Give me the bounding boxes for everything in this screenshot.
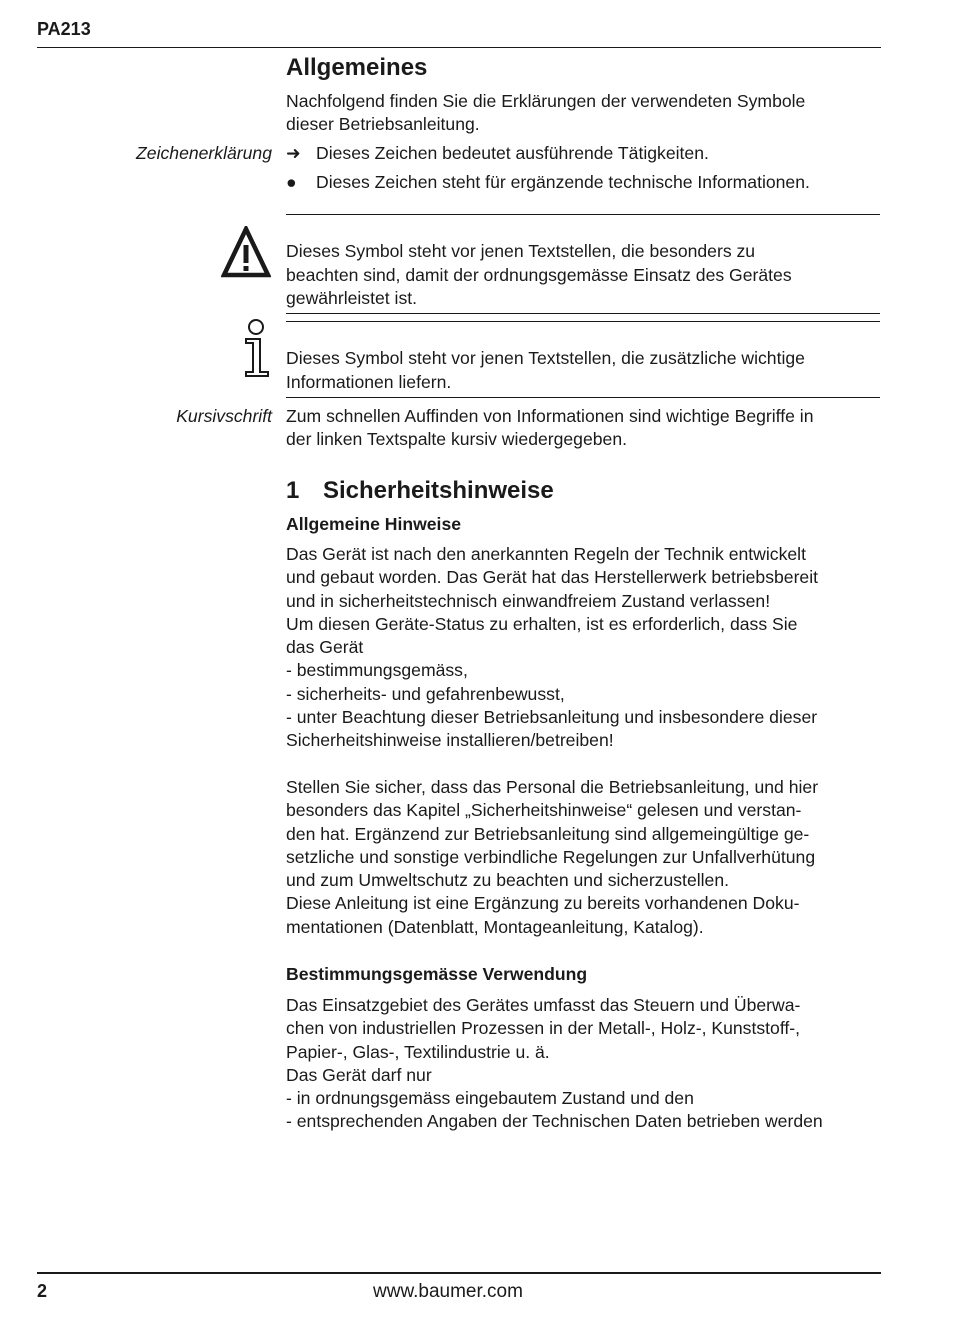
arrow-icon: ➜ (286, 143, 301, 163)
subheading-intended-use: Bestimmungsgemässe Verwendung (286, 964, 588, 984)
dot-icon: ● (286, 172, 297, 192)
italic-label: Kursivschrift (176, 406, 272, 426)
intended-use-paragraph: Das Einsatzgebiet des Gerätes umfasst das Steuern und Überwa- chen von industriellen Prozessen in der Metall-, Holz-, Kunststoff-, Papier-, Glas-, Textilindustrie u. ä. Das Gerät darf nur - in ordnungsgemäss eingebautem Zustand und den - entsprechenden Angaben der Technischen Daten betrieben werden (286, 995, 823, 1132)
info-note-text: Dieses Symbol steht vor jenen Textstellen, die zusätzliche wichtige Informationen liefern. (286, 348, 805, 392)
header-rule (37, 47, 881, 48)
general-paragraph: Das Gerät ist nach den anerkannten Regeln der Technik entwickelt und gebaut worden. Das Gerät hat das Herstellerwerk betriebsbereit und in sicherheitstechnisch einwandfreiem Zustand verlassen! Um diesen Geräte-Status zu erhalten, ist es erforderlich, dass Sie das Gerät - bestimmungsgemäss, - sicherheits- und gefahrenbewusst, - unter Beachtung dieser Betriebsanleitung und insbesondere dieser Sicherheitshinweise installieren/betreiben! (286, 544, 819, 751)
page-title: Allgemeines (286, 54, 428, 81)
intro-paragraph: Nachfolgend finden Sie die Erklärungen der verwendeten Symbole dieser Betriebsanleitung. (286, 91, 806, 135)
page-number: 2 (37, 1281, 48, 1301)
footer-url: www.baumer.com (373, 1281, 523, 1302)
warning-note-text: Dieses Symbol steht vor jenen Textstellen, die besonders zu beachten sind, damit der ordnungsgemässe Einsatz des Gerätes gewährleistet ist. (286, 241, 792, 308)
footer-rule (37, 1272, 881, 1274)
legend-item-action (286, 143, 709, 164)
info-note (286, 321, 880, 398)
document-code: PA213 (37, 19, 91, 39)
italic-paragraph: Zum schnellen Auffinden von Informationen sind wichtige Begriffe in der linken Textspalte kursiv wiedergegeben. (286, 406, 814, 450)
legend-label: Zeichenerklärung (136, 143, 272, 163)
section-title: Sicherheitshinweise (323, 477, 554, 504)
info-icon (242, 318, 272, 378)
legend-item-text: Dieses Zeichen bedeutet ausführende Tätigkeiten. (316, 143, 709, 163)
section-heading (286, 477, 554, 505)
section-number: 1 (286, 477, 300, 504)
legend-item-info (286, 172, 810, 193)
subheading-general: Allgemeine Hinweise (286, 514, 462, 534)
general-paragraph-2: Stellen Sie sicher, dass das Personal die Betriebsanleitung, und hier besonders das Kapitel „Sicherheitshinweise“ gelesen und verstan- den hat. Ergänzend zur Betriebsanleitung sind allgemeingültige ge- setzliche und sonstige verbindliche Regelungen zur Unfallverhütung und zum Umweltschutz zu beachten und sicherzustellen. Diese Anleitung ist eine Ergänzung zu bereits vorhandenen Doku- mentationen (Datenblatt, Montageanleitung, Katalog). (286, 777, 819, 937)
warning-icon (221, 226, 271, 278)
legend-item-text: Dieses Zeichen steht für ergänzende technische Informationen. (316, 172, 810, 192)
warning-note (286, 214, 880, 314)
